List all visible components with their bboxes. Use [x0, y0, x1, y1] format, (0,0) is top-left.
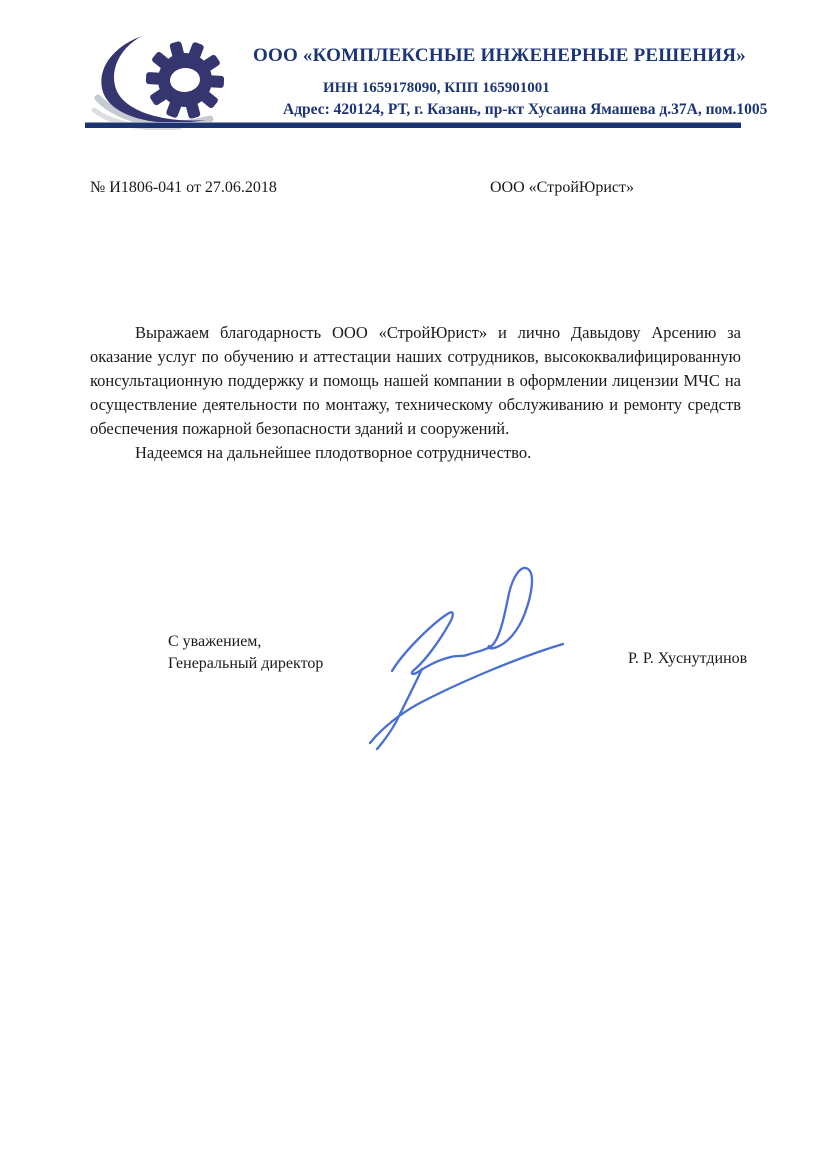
closing-block — [168, 631, 323, 675]
company-address: Адрес: 420124, РТ, г. Казань, пр-кт Хусаина Ямашева д.37А, пом.1005 — [283, 101, 768, 118]
company-inn-kpp: ИНН 1659178090, КПП 165901001 — [323, 80, 550, 96]
letter-number-date: № И1806-041 от 27.06.2018 — [90, 179, 277, 196]
company-name: ООО «КОМПЛЕКСНЫЕ ИНЖЕНЕРНЫЕ РЕШЕНИЯ» — [253, 45, 746, 66]
body-paragraph-1: Выражаем благодарность ООО «СтройЮрист» и лично Давыдову Арсению за оказание услуг по обучению и аттестации наших сотрудников, высококвалифицированную консультационную поддержку и помощь нашей компании в оформлении лицензии МЧС на осуществление деятельности по монтажу, техническому обслуживанию и ремонту средств обеспечения пожарной безопасности зданий и сооружений. — [90, 323, 741, 438]
header-divider — [85, 122, 741, 128]
signatory-name: Р. Р. Хуснутдинов — [628, 650, 748, 667]
letter-body — [90, 321, 741, 465]
body-paragraph-2: Надеемся на дальнейшее плодотворное сотрудничество. — [135, 443, 532, 462]
handwritten-signature — [356, 556, 568, 752]
letter-recipient: ООО «СтройЮрист» — [490, 179, 634, 196]
company-logo-gear-icon — [90, 32, 242, 130]
closing-salutation: С уважением, — [168, 633, 262, 650]
closing-position: Генеральный директор — [168, 655, 324, 672]
